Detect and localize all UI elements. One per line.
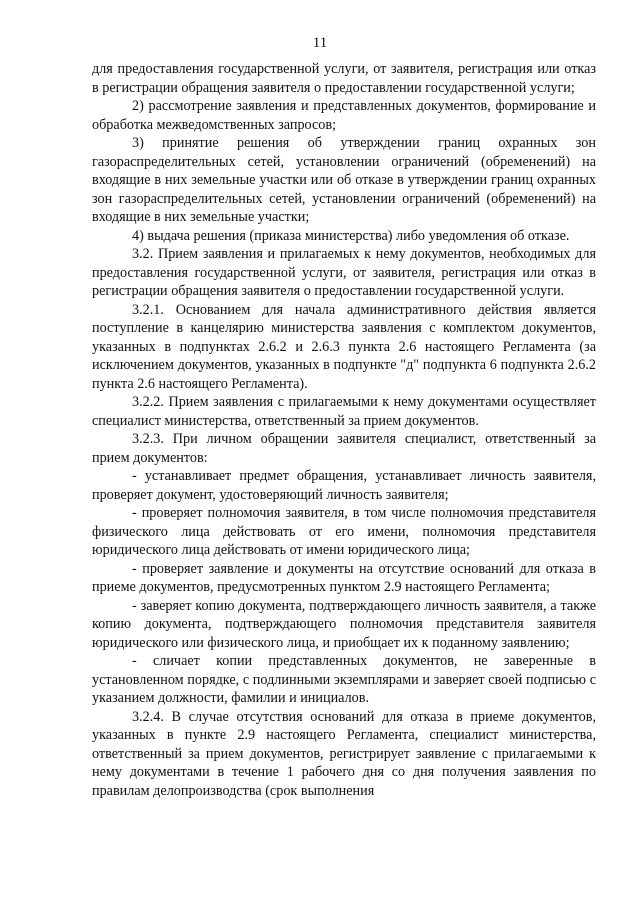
- list-item-compares-copies: - сличает копии представленных документов, не заверенные в установленном порядке, с подлинными экземплярами и заверяет своей подписью с указанием должности, фамилии и инициалов.: [92, 653, 596, 706]
- list-item-checks-authority: - проверяет полномочия заявителя, в том числе полномочия представителя физического лица действовать от его имени, полномочия представителя юридического лица действовать от имени юридического лица;: [92, 505, 596, 558]
- paragraph-3-2: 3.2. Прием заявления и прилагаемых к нему документов, необходимых для предоставления государственной услуги, от заявителя, регистрация или отказ в регистрации обращения заявителя о предоставлении государственной услуги.: [92, 246, 596, 299]
- paragraph-continuation: для предоставления государственной услуги, от заявителя, регистрация или отказ в регистрации обращения заявителя о предоставлении государственной услуги;: [92, 61, 596, 96]
- paragraph-item-4: 4) выдача решения (приказа министерства) либо уведомления об отказе.: [132, 227, 570, 244]
- page-number: 11: [312, 35, 328, 51]
- paragraph-3-2-2: 3.2.2. Прием заявления с прилагаемыми к нему документами осуществляет специалист министерства, ответственный за прием документов.: [92, 394, 596, 429]
- list-item-establishes-subject: - устанавливает предмет обращения, устанавливает личность заявителя, проверяет документ, удостоверяющий личность заявителя;: [92, 468, 596, 503]
- paragraph-3-2-3: 3.2.3. При личном обращении заявителя специалист, ответственный за прием документов:: [92, 431, 596, 466]
- paragraph-3-2-4: 3.2.4. В случае отсутствия оснований для отказа в приеме документов, указанных в пункте 2.9 настоящего Регламента, специалист министерства, ответственный за прием документов, регистрирует заявление с прилагаемыми к нему документами в течение 1 рабочего дня со дня получения заявления по правилам делопроизводства (срок выполнения: [92, 708, 596, 799]
- document-body: [92, 60, 596, 800]
- paragraph-item-2: 2) рассмотрение заявления и представленных документов, формирование и обработка межведомственных запросов;: [92, 98, 596, 133]
- list-item-certifies-copy: - заверяет копию документа, подтверждающего личность заявителя, а также копию документа, подтверждающего полномочия представителя заявителя юридического или физического лица, и приобщает их к поданному заявлению;: [92, 597, 596, 651]
- paragraph-3-2-1: 3.2.1. Основанием для начала административного действия является поступление в канцелярию министерства заявления с комплектом документов, указанных в подпунктах 2.6.2 и 2.6.3 пункта 2.6 настоящего Регламента (за исключением документов, указанных в подпункте "д" подпункта 6 подпункта 2.6.2 пункта 2.6 настоящего Регламента).: [92, 301, 596, 392]
- list-item-checks-application: - проверяет заявление и документы на отсутствие оснований для отказа в приеме документов, предусмотренных пунктом 2.9 настоящего Регламента;: [92, 560, 596, 595]
- paragraph-item-3: 3) принятие решения об утверждении границ охранных зон газораспределительных сетей, установлении ограничений (обременений) на входящие в них земельные участки или об отказе в утверждении границ охранных зон газораспределительных сетей, установлении ограничений (обременений) на входящие в них земельные участки;: [92, 135, 596, 225]
